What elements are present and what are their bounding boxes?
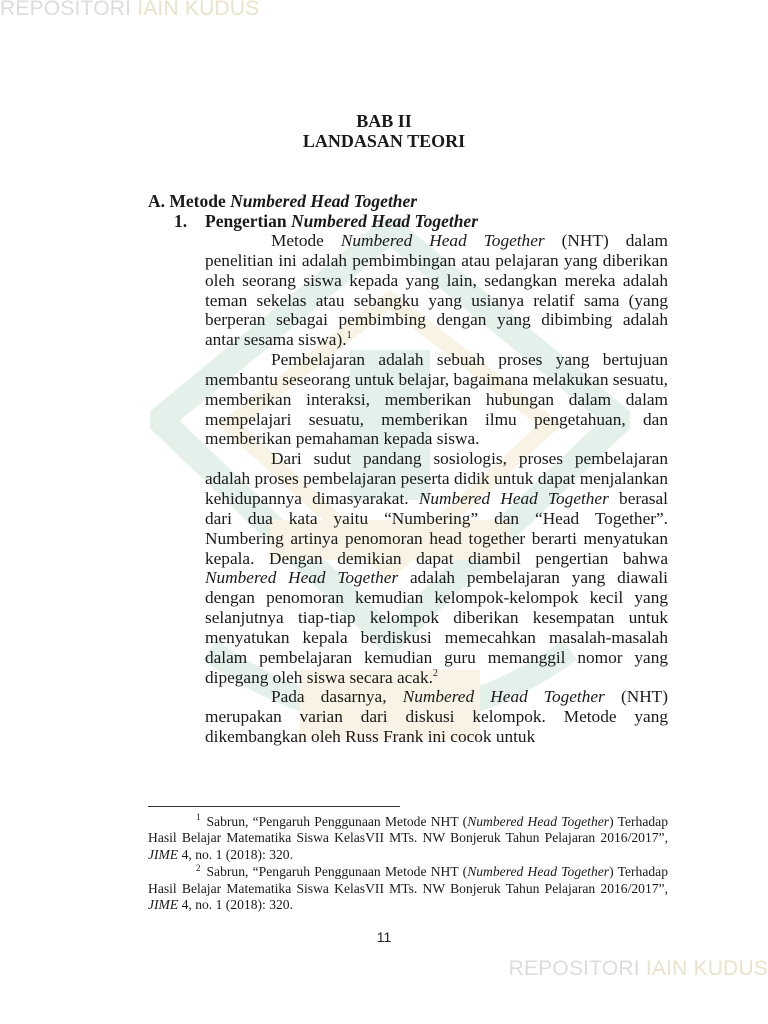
paragraph-text: (NHT) dalam penelitian ini adalah pembimbingan atau pelajaran yang diberikan oleh seorang siswa kepada yang lain, sedangkan mereka adalah teman sekelas atau sebangku yang usianya relatif sama (yang berperan sebagai pembimbing dengan yang dibimbing adalah antar sesama siswa).	[205, 231, 668, 350]
footnote-divider	[148, 806, 400, 807]
page-number: 11	[376, 929, 392, 945]
paragraph-1	[205, 231, 668, 350]
section-heading-text: Metode	[169, 191, 231, 211]
section-marker: A.	[148, 191, 166, 211]
footnote-text: Sabrun, “Pengaruh Penggunaan Metode NHT (	[206, 814, 468, 829]
footnote-text: ) Terhadap Hasil Belajar Matematika Siswa KelasVII MTs. NW Bonjeruk Tahun Pelajaran 2016/2017”,	[148, 814, 668, 846]
paragraph-3	[205, 449, 668, 687]
subsection-heading-italic: Numbered Head Together	[291, 211, 479, 231]
watermark-iain-kudus-text: IAIN KUDUS	[137, 0, 260, 20]
watermark-repositori-text: REPOSITORI	[0, 0, 132, 20]
subsection-heading-text: Pengertian	[205, 211, 292, 231]
paragraph-text: Metode	[271, 231, 341, 250]
subsection-heading	[174, 211, 478, 231]
paragraph-italic-term: Numbered Head Together	[205, 568, 399, 588]
paragraph-text: Pada dasarnya,	[271, 687, 403, 707]
paragraph-text: adalah pembelajaran yang diawali dengan penomoran kemudian kelompok-kelompok kecil yang selanjutnya tiap-tiap kelompok diberikan kesempatan untuk menyatukan kepala berdiskusi memecahkan masalah-masalah dalam pembelajaran kemudian guru memanggil nomor yang dipegang oleh siswa secara acak.	[205, 568, 668, 687]
subsection-marker: 1.	[174, 211, 188, 231]
paragraph-2	[205, 350, 668, 449]
paragraph-text: (NHT) merupakan varian dari diskusi kelompok. Metode yang dikembangkan oleh Russ Frank ini cocok untuk	[205, 687, 668, 747]
footnote-journal: JIME	[148, 897, 179, 913]
section-heading	[148, 191, 417, 211]
paragraph-text: berasal dari dua kata yaitu “Numbering” dan “Head Together”. Numbering artinya penomoran head together berarti menyatukan kepala. Dengan demikian dapat diambil pengertian bahwa	[205, 488, 668, 568]
paragraph-text: Pembelajaran adalah sebuah proses yang bertujuan membantu seseorang untuk belajar, bagaimana melakukan sesuatu, memberikan interaksi, memberikan hubungan dalam dalam mempelajari sesuatu, memberikan ilmu pengetahuan, dan memberikan pemahaman kepada siswa.	[205, 350, 668, 449]
footnote-number: 1	[196, 812, 201, 823]
paragraph-italic-term: Numbered Head Together	[418, 488, 609, 508]
footnote-ref-1[interactable]: 1	[346, 330, 352, 342]
repository-watermark-top	[0, 0, 259, 21]
footnote-text: 4, no. 1 (2018): 320.	[178, 846, 293, 862]
paragraph-4	[205, 687, 668, 747]
paragraph-italic-term: Numbered Head Together	[340, 231, 545, 250]
footnote-italic: Numbered Head Together	[467, 864, 610, 880]
footnote-text: Sabrun, “Pengaruh Penggunaan Metode NHT (	[206, 864, 468, 880]
footnote-italic: Numbered Head Together	[467, 814, 610, 829]
section-heading-italic: Numbered Head Together	[230, 191, 418, 211]
paragraph-text: Dari sudut pandang sosiologis, proses pembelajaran adalah proses pembelajaran peserta didik untuk dapat menjalankan kehidupannya dimasyarakat.	[205, 449, 668, 508]
body-text	[205, 231, 668, 747]
footnote-2	[148, 864, 668, 913]
footnote-text: 4, no. 1 (2018): 320.	[178, 897, 293, 913]
repository-watermark-bottom	[509, 957, 768, 981]
footnote-text: ) Terhadap Hasil Belajar Matematika Siswa KelasVII MTs. NW Bonjeruk Tahun Pelajaran 2016/2017”,	[148, 864, 668, 896]
paragraph-italic-term: Numbered Head Together	[402, 687, 605, 707]
chapter-label: BAB II	[356, 111, 412, 131]
footnotes	[148, 814, 668, 914]
watermark-repositori-text: REPOSITORI	[508, 957, 640, 980]
footnote-1	[148, 814, 668, 863]
watermark-iain-kudus-text: IAIN KUDUS	[645, 957, 768, 980]
footnote-number: 2	[196, 862, 201, 873]
chapter-title: LANDASAN TEORI	[302, 131, 466, 151]
footnote-journal: JIME	[148, 846, 179, 862]
footnote-ref-2[interactable]: 2	[432, 667, 438, 679]
